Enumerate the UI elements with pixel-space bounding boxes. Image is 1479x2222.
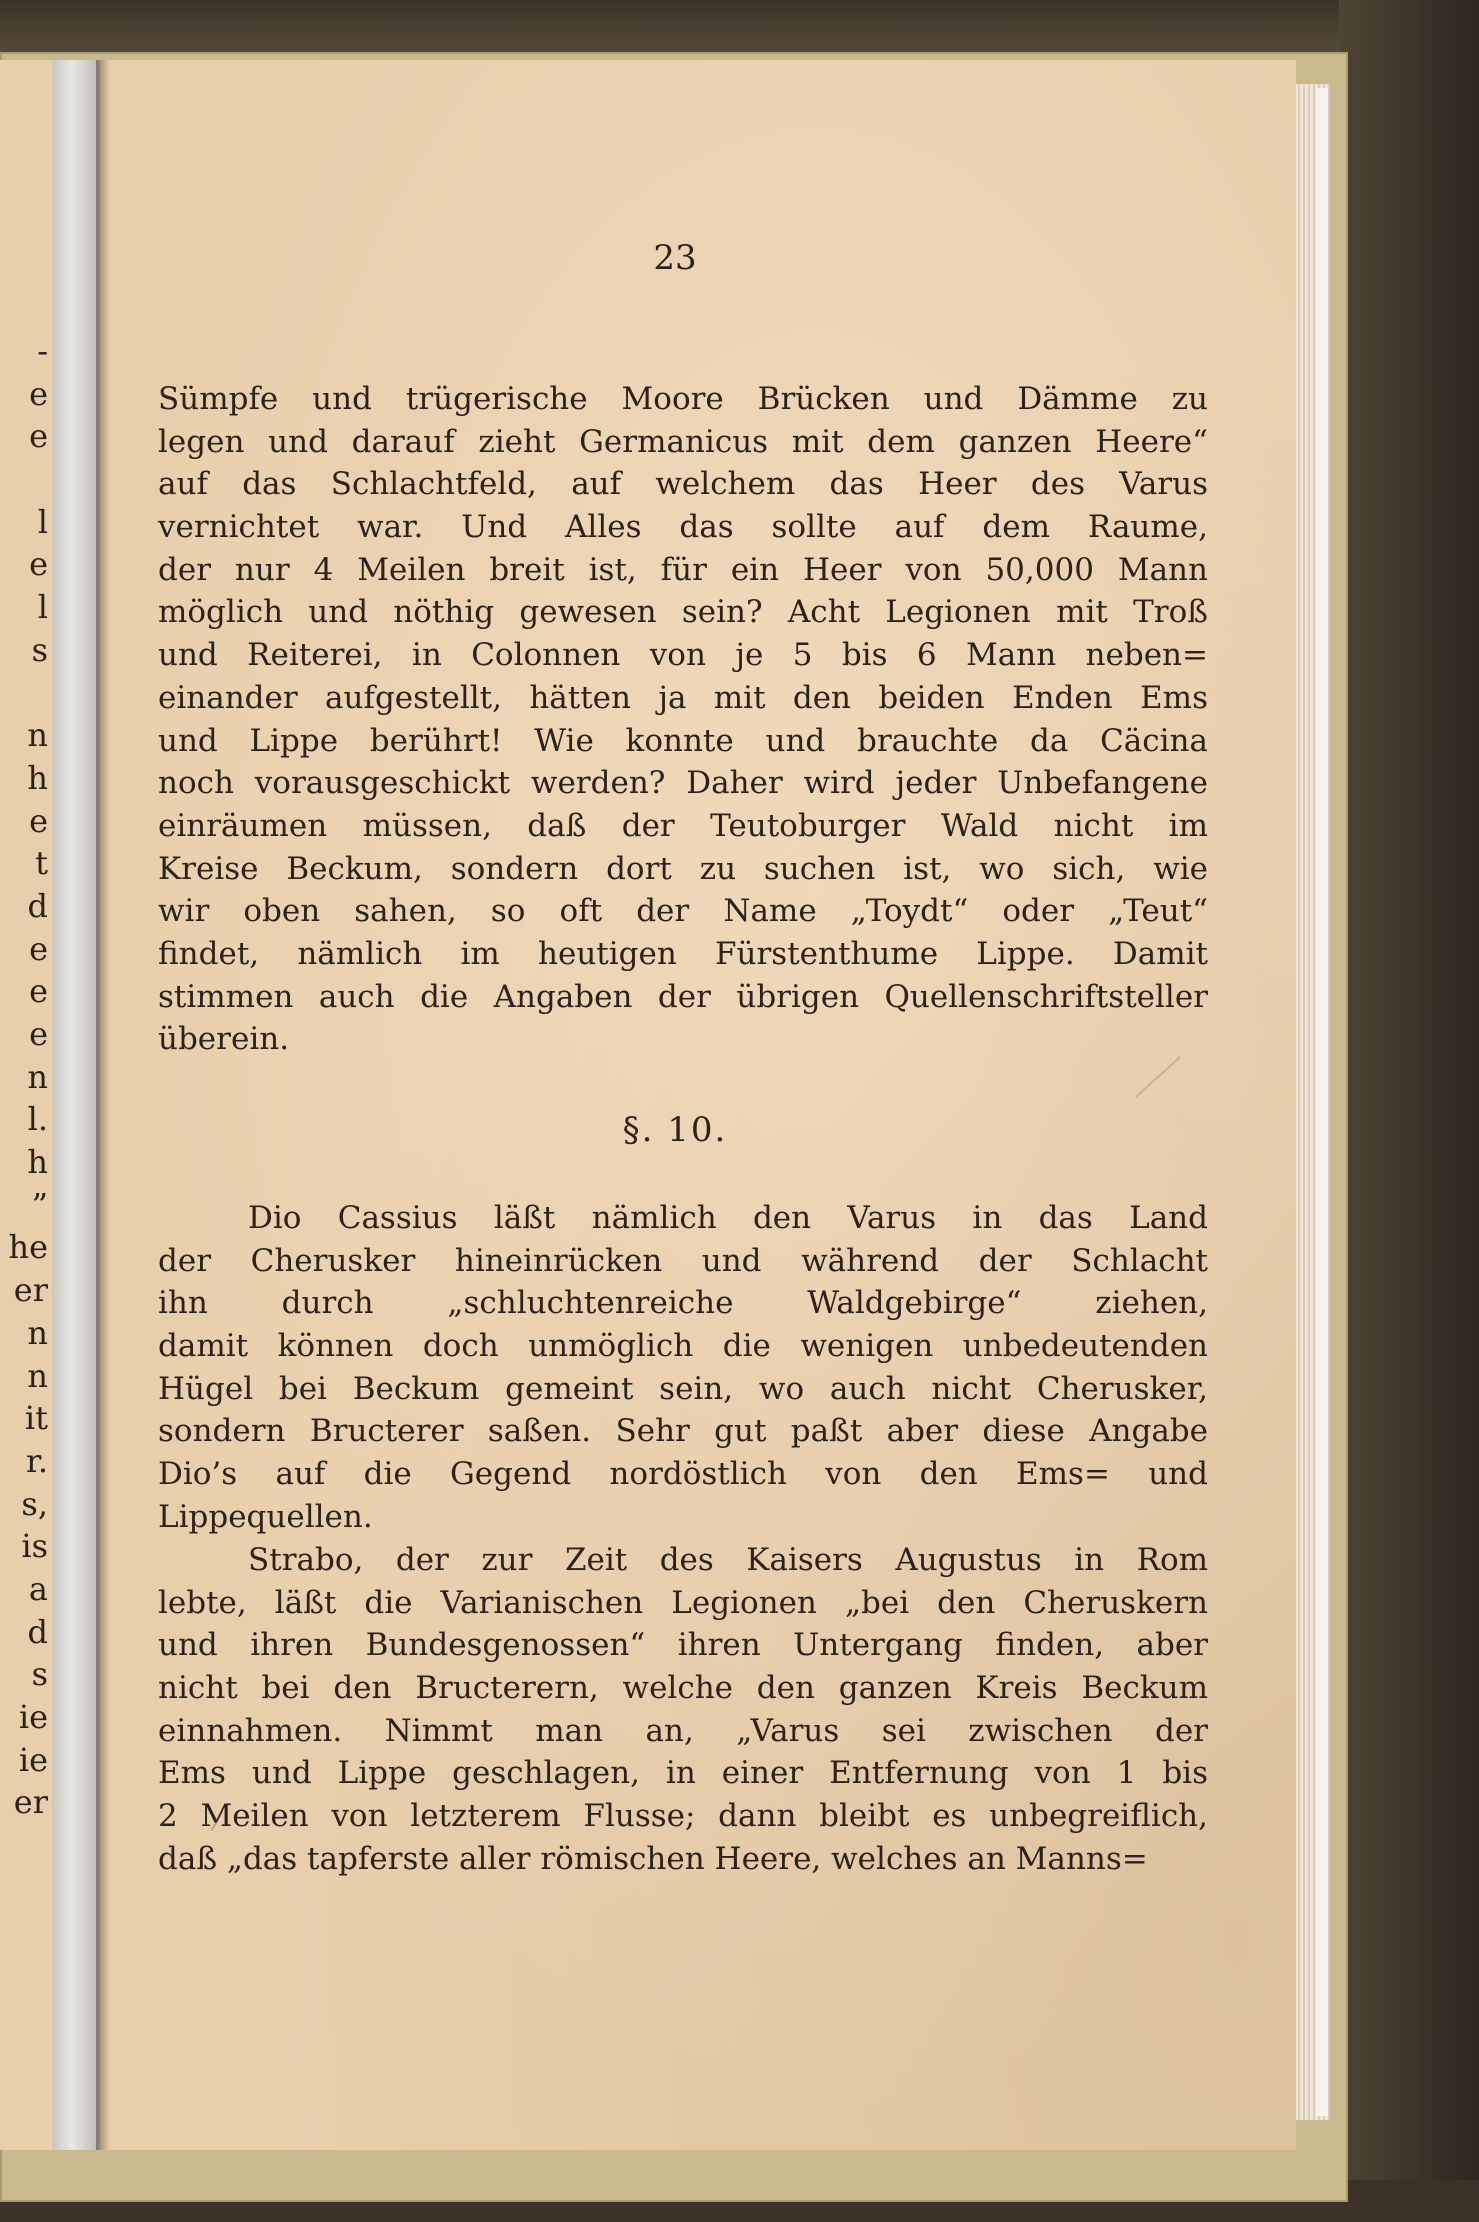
- backdrop-right: [1339, 0, 1479, 2222]
- text-line: damit können doch unmöglich die wenigen unbedeutenden: [158, 1328, 1208, 1365]
- previous-page-fragment: e: [29, 417, 48, 456]
- previous-page-text-fragments: [8, 330, 48, 1824]
- previous-page-fragment: s: [31, 1655, 48, 1694]
- previous-page-fragment: he: [8, 1228, 48, 1267]
- text-line: auf das Schlachtfeld, auf welchem das Heer des Varus: [158, 466, 1208, 503]
- previous-page-fragment: er: [13, 1783, 48, 1822]
- text-line: überein.: [158, 1021, 290, 1058]
- book-gutter: [52, 60, 100, 2150]
- previous-page-fragment: a: [28, 1569, 48, 1608]
- text-line: sondern Bructerer saßen. Sehr gut paßt aber diese Angabe: [158, 1413, 1208, 1450]
- pencil-mark: [1135, 1056, 1181, 1098]
- previous-page-fragment: e: [29, 929, 48, 968]
- text-line: noch vorausgeschickt werden? Daher wird jeder Unbefangene: [158, 765, 1208, 802]
- previous-page-fragment: n: [27, 1356, 48, 1395]
- previous-page-fragment: d: [27, 886, 48, 925]
- text-line: möglich und nöthig gewesen sein? Acht Legionen mit Troß: [158, 594, 1208, 631]
- previous-page-fragment: ie: [18, 1740, 48, 1779]
- previous-page-fragment: r.: [26, 1441, 48, 1480]
- text-line: vernichtet war. Und Alles das sollte auf dem Raume,: [158, 509, 1208, 546]
- text-line: Strabo, der zur Zeit des Kaisers Augustus in Rom: [248, 1542, 1208, 1578]
- paragraph-1: [158, 378, 1208, 1061]
- previous-page-fragment: ie: [18, 1698, 48, 1736]
- text-line: findet, nämlich im heutigen Fürstenthume Lippe. Damit: [158, 935, 1208, 972]
- text-line: Kreise Beckum, sondern dort zu suchen ist, wo sich, wie: [158, 850, 1208, 887]
- text-line: Dio’s auf die Gegend nordöstlich von den Ems= und: [158, 1456, 1208, 1493]
- previous-page-fragment: l.: [27, 1100, 48, 1139]
- previous-page-fragment: h: [27, 758, 48, 797]
- text-line: legen und darauf zieht Germanicus mit dem ganzen Heere“: [158, 423, 1208, 460]
- text-line: nicht bei den Bructerern, welche den ganzen Kreis Beckum: [158, 1670, 1208, 1707]
- paragraph-2-text: [158, 1197, 1208, 1539]
- previous-page-fragment: n: [27, 1057, 48, 1096]
- previous-page-fragment: e: [29, 545, 48, 584]
- page-number: 23: [653, 238, 697, 278]
- text-line: einräumen müssen, daß der Teutoburger Wald nicht im: [158, 807, 1208, 844]
- text-line: der nur 4 Meilen breit ist, für ein Heer von 50,000 Mann: [158, 551, 1208, 588]
- previous-page-fragment: t: [35, 844, 48, 883]
- previous-page-fragment: e: [29, 801, 48, 840]
- text-line: einnahmen. Nimmt man an, „Varus sei zwischen der: [158, 1712, 1208, 1749]
- previous-page-fragment: n: [27, 716, 48, 755]
- text-line: der Cherusker hineinrücken und während der Schlacht: [158, 1242, 1208, 1279]
- text-line: und Reiterei, in Colonnen von je 5 bis 6 Mann neben=: [158, 637, 1208, 674]
- paragraph-2: [158, 1197, 1208, 1539]
- previous-page-fragment: h: [27, 1143, 48, 1182]
- section-heading: §. 10.: [622, 1110, 728, 1150]
- previous-page-edge: [0, 60, 52, 2150]
- previous-page-fragment: s: [31, 630, 48, 669]
- previous-page-fragment: n: [27, 1313, 48, 1352]
- previous-page-fragment: l: [37, 502, 48, 541]
- previous-page-fragment: is: [21, 1527, 48, 1566]
- previous-page-fragment: e: [29, 1015, 48, 1053]
- previous-page-fragment: l: [37, 588, 48, 627]
- book-page: [100, 60, 1296, 2150]
- text-line: und ihren Bundesgenossen“ ihren Untergang finden, aber: [158, 1627, 1208, 1664]
- text-line: Sümpfe und trügerische Moore Brücken und Dämme zu: [158, 381, 1208, 417]
- previous-page-fragment: s,: [21, 1484, 48, 1523]
- previous-page-fragment: [8, 458, 48, 501]
- previous-page-fragment: it: [24, 1399, 48, 1438]
- text-line: daß „das tapferste aller römischen Heere, welches an Manns=: [158, 1840, 1148, 1877]
- previous-page-fragment: e: [29, 972, 48, 1011]
- paragraph-3-text: [158, 1539, 1208, 1881]
- text-line: lebte, läßt die Varianischen Legionen „bei den Cheruskern: [158, 1584, 1208, 1621]
- previous-page-fragment: e: [29, 374, 48, 413]
- text-line: wir oben sahen, so oft der Name „Toydt“ oder „Teut“: [158, 893, 1208, 930]
- text-line: Lippequellen.: [158, 1498, 373, 1535]
- text-line: Hügel bei Beckum gemeint sein, wo auch nicht Cherusker,: [158, 1370, 1208, 1407]
- text-line: stimmen auch die Angaben der übrigen Quellenschriftsteller: [158, 978, 1208, 1015]
- previous-page-fragment: ”: [31, 1185, 48, 1224]
- text-line: einander aufgestellt, hätten ja mit den beiden Enden Ems: [158, 679, 1208, 716]
- previous-page-fragment: [8, 672, 48, 715]
- previous-page-fragment: er: [13, 1271, 48, 1310]
- gutter-shadow: [96, 60, 110, 2150]
- text-line: und Lippe berührt! Wie konnte und brauchte da Cäcina: [158, 722, 1208, 759]
- paragraph-1-text: [158, 378, 1208, 1061]
- text-line: ihn durch „schluchtenreiche Waldgebirge“ ziehen,: [158, 1285, 1208, 1322]
- paragraph-3: [158, 1539, 1208, 1881]
- previous-page-fragment: d: [27, 1612, 48, 1651]
- text-line: Ems und Lippe geschlagen, in einer Entfernung von 1 bis: [158, 1755, 1208, 1792]
- page-edge-highlight: [1316, 88, 1328, 2116]
- text-line: Dio Cassius läßt nämlich den Varus in das Land: [248, 1200, 1208, 1236]
- previous-page-fragment: -: [37, 332, 48, 370]
- text-line: 2 Meilen von letzterem Flusse; dann bleibt es unbegreiflich,: [158, 1798, 1208, 1835]
